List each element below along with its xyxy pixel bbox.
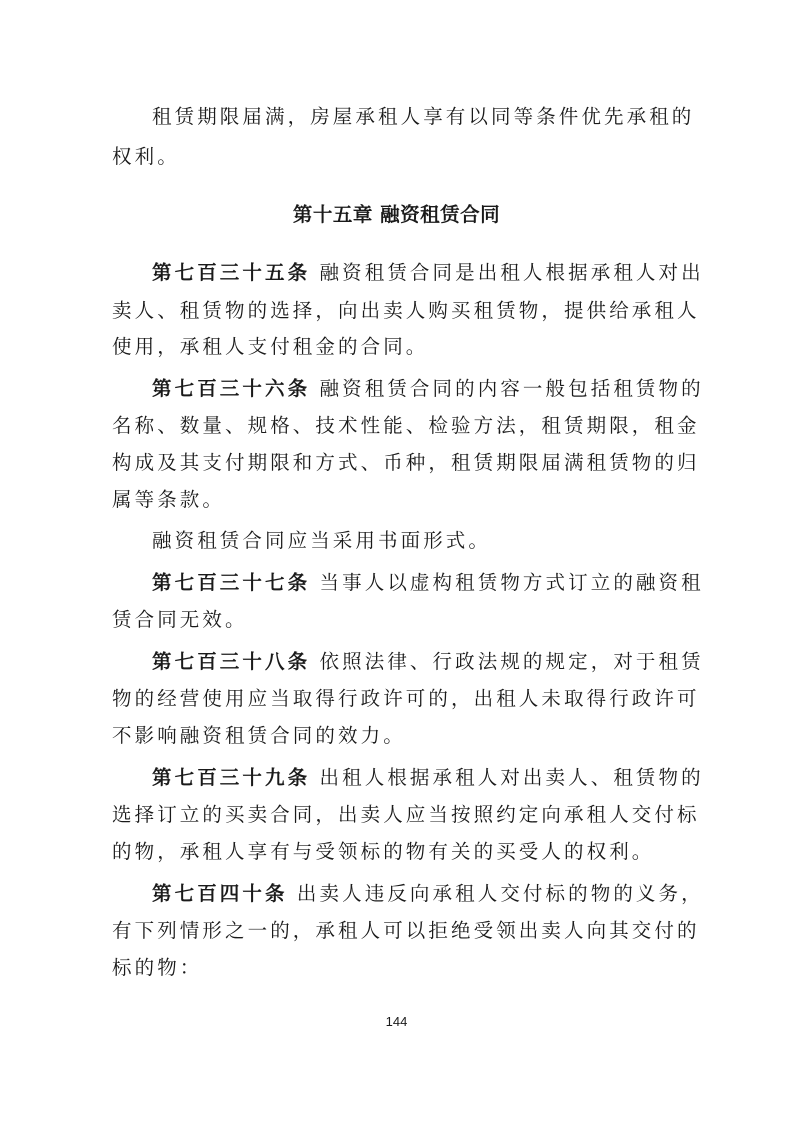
article-740-line-1 bbox=[152, 880, 752, 908]
article-735-line-2: 卖人、租赁物的选择，向出卖人购买租赁物，提供给承租人 bbox=[112, 299, 700, 322]
article-735-line-3: 使用，承租人支付租金的合同。 bbox=[112, 335, 429, 358]
article-735-text: 融资租赁合同是出租人根据承租人对出 bbox=[319, 261, 704, 284]
article-736-line-4: 属等条款。 bbox=[112, 488, 226, 511]
article-737-heading: 第七百三十七条 bbox=[152, 571, 311, 594]
paragraph-prev-line-1: 租赁期限届满，房屋承租人享有以同等条件优先承租的 bbox=[152, 105, 695, 128]
article-735-line-1 bbox=[152, 259, 752, 287]
article-740-heading: 第七百四十条 bbox=[152, 882, 288, 905]
article-736-line-2: 名称、数量、规格、技术性能、检验方法，租赁期限，租金 bbox=[112, 414, 700, 437]
article-740-line-3: 标的物： bbox=[112, 956, 203, 979]
article-740-line-2: 有下列情形之一的，承租人可以拒绝受领出卖人向其交付的 bbox=[112, 919, 700, 942]
article-736-heading: 第七百三十六条 bbox=[152, 377, 311, 400]
article-736-text: 融资租赁合同的内容一般包括租赁物的 bbox=[319, 377, 704, 400]
article-735-heading: 第七百三十五条 bbox=[152, 261, 311, 284]
article-739-line-1 bbox=[152, 764, 752, 792]
article-737-text: 当事人以虚构租赁物方式订立的融资租 bbox=[319, 571, 704, 594]
article-738-heading: 第七百三十八条 bbox=[152, 650, 311, 673]
article-738-text: 依照法律、行政法规的规定，对于租赁 bbox=[319, 650, 704, 673]
article-736-paragraph-2: 融资租赁合同应当采用书面形式。 bbox=[152, 529, 492, 552]
article-739-line-3: 的物，承租人享有与受领标的物有关的买受人的权利。 bbox=[112, 840, 655, 863]
article-737-line-1 bbox=[152, 569, 752, 597]
chapter-title: 第十五章 融资租赁合同 bbox=[292, 203, 501, 226]
article-736-line-1 bbox=[152, 375, 752, 403]
article-736-line-3: 构成及其支付期限和方式、币种，租赁期限届满租赁物的归 bbox=[112, 451, 700, 474]
paragraph-prev-line-2: 权利。 bbox=[112, 145, 180, 168]
article-739-heading: 第七百三十九条 bbox=[152, 766, 311, 789]
article-739-line-2: 选择订立的买卖合同，出卖人应当按照约定向承租人交付标 bbox=[112, 803, 700, 826]
page-number: 144 bbox=[385, 1014, 408, 1029]
article-738-line-3: 不影响融资租赁合同的效力。 bbox=[112, 724, 406, 747]
article-737-line-2: 赁合同无效。 bbox=[112, 608, 248, 631]
article-738-line-2: 物的经营使用应当取得行政许可的，出租人未取得行政许可 bbox=[112, 687, 700, 710]
article-740-text: 出卖人违反向承租人交付标的物的义务， bbox=[296, 882, 704, 905]
article-738-line-1 bbox=[152, 648, 752, 676]
article-739-text: 出租人根据承租人对出卖人、租赁物的 bbox=[319, 766, 704, 789]
